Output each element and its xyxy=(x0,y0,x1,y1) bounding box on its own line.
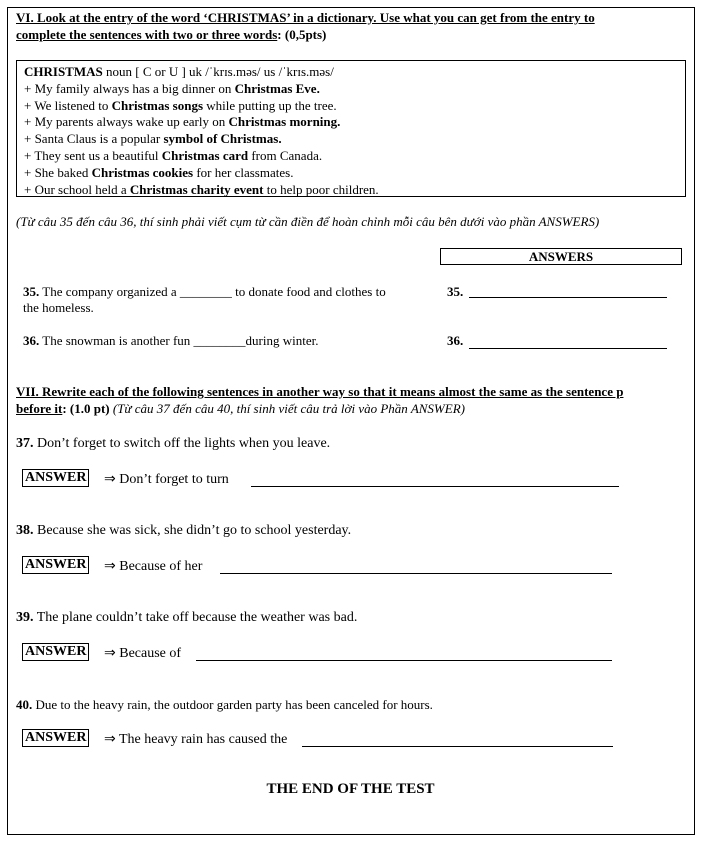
section7-instruction: (Từ câu 37 đến câu 40, thí sinh viết câu trả lời vào Phần ANSWER) xyxy=(109,401,465,416)
answer-label: ANSWER xyxy=(22,643,89,661)
answer-label: ANSWER xyxy=(22,469,89,487)
answer-36-line[interactable] xyxy=(469,348,667,349)
question-number: 35. xyxy=(23,284,40,299)
question-35 xyxy=(23,284,386,300)
section7-heading xyxy=(16,384,623,400)
answer-40-line[interactable] xyxy=(302,746,613,747)
entry-example xyxy=(24,165,678,182)
answer-38-line[interactable] xyxy=(220,573,612,574)
entry-example xyxy=(24,131,678,148)
question-38 xyxy=(16,523,351,539)
answer-prompt-39 xyxy=(104,645,181,662)
answer-label: ANSWER xyxy=(22,556,89,574)
question-text: Due to the heavy rain, the outdoor garden party has been canceled for hours. xyxy=(32,697,433,712)
question-text: Don’t forget to switch off the lights when you leave. xyxy=(33,436,331,451)
question-text: Because she was sick, she didn’t go to school yesterday. xyxy=(33,523,352,538)
entry-example xyxy=(24,182,678,199)
example-text: + They sent us a beautiful xyxy=(24,147,162,163)
section6-instruction: (Từ câu 35 đến câu 36, thí sinh phải viết cụm từ cần điền để hoàn chỉnh mỗi câu bên dưới vào phần ANSWERS) xyxy=(16,214,600,229)
answer-35-line[interactable] xyxy=(469,297,667,298)
example-text: for her classmates. xyxy=(193,164,294,180)
question-36 xyxy=(23,333,318,349)
entry-pos-pron: noun [ C or U ] uk /ˈkrɪs.məs/ us /ˈkrɪs.məs/ xyxy=(102,64,334,79)
entry-example xyxy=(24,81,678,98)
entry-headword: CHRISTMAS xyxy=(24,64,103,79)
section7-heading-2 xyxy=(16,401,465,417)
answer-37-line[interactable] xyxy=(251,486,619,487)
question-number: 37. xyxy=(16,436,34,451)
answer-39-line[interactable] xyxy=(196,660,612,661)
section6-heading-line2: complete the sentences with two or three words xyxy=(16,27,278,42)
answer-prompt-38 xyxy=(104,558,202,575)
question-number: 40. xyxy=(16,697,33,712)
section6-points: : (0,5pts) xyxy=(277,27,327,42)
entry-example xyxy=(24,98,678,115)
arrow-icon: ⇒ xyxy=(104,646,116,661)
entry-headline xyxy=(24,64,678,81)
prompt-text: Don’t forget to turn xyxy=(119,472,229,487)
question-text: The plane couldn’t take off because the weather was bad. xyxy=(33,610,358,625)
example-text: + My family always has a big dinner on xyxy=(24,80,235,96)
question-text: The company organized a ________ to donate food and clothes to xyxy=(39,284,386,299)
section7-heading-line1: VII. Rewrite each of the following sentences in another way so that it means almost the same as the sentence p xyxy=(16,384,624,399)
answer-35-number: 35. xyxy=(447,284,464,299)
prompt-text: Because of xyxy=(119,646,182,661)
example-phrase: Christmas morning. xyxy=(228,114,341,130)
example-phrase: symbol of Christmas. xyxy=(163,131,282,147)
arrow-icon: ⇒ xyxy=(104,559,116,574)
question-39 xyxy=(16,610,357,626)
section7-heading-line2: before it xyxy=(16,401,63,416)
section6-heading-line1: VI. Look at the entry of the word ‘CHRISTMAS’ in a dictionary. Use what you can get from the entry to xyxy=(16,10,595,25)
question-number: 36. xyxy=(23,333,40,348)
example-phrase: Christmas cookies xyxy=(91,164,194,180)
question-40 xyxy=(16,697,433,713)
example-phrase: Christmas songs xyxy=(111,97,204,113)
prompt-text: The heavy rain has caused the xyxy=(118,732,288,747)
question-number: 38. xyxy=(16,523,34,538)
arrow-icon: ⇒ xyxy=(104,732,116,747)
question-35-cont: the homeless. xyxy=(23,300,94,315)
example-text: + We listened to xyxy=(24,97,112,113)
example-text: + Our school held a xyxy=(24,181,130,197)
answer-prompt-40 xyxy=(104,731,287,748)
example-text: from Canada. xyxy=(248,147,323,163)
example-phrase: Christmas Eve. xyxy=(234,80,320,96)
prompt-text: Because of her xyxy=(119,559,203,574)
answers-header: ANSWERS xyxy=(440,248,682,265)
example-text: + She baked xyxy=(24,164,92,180)
arrow-icon: ⇒ xyxy=(104,472,116,487)
dictionary-entry xyxy=(16,60,686,197)
question-text: The snowman is another fun ________during winter. xyxy=(39,333,319,348)
question-37 xyxy=(16,436,330,452)
example-phrase: Christmas charity event xyxy=(129,181,264,197)
section6-heading xyxy=(16,10,595,26)
example-phrase: Christmas card xyxy=(161,147,249,163)
answer-prompt-37 xyxy=(104,471,229,488)
answer-label: ANSWER xyxy=(22,729,89,747)
entry-example xyxy=(24,148,678,165)
question-number: 39. xyxy=(16,610,34,625)
section6-heading-2 xyxy=(16,27,326,43)
entry-example xyxy=(24,114,678,131)
answer-36-number: 36. xyxy=(447,333,464,348)
example-text: + My parents always wake up early on xyxy=(24,114,229,130)
end-of-test: THE END OF THE TEST xyxy=(266,781,435,797)
section7-points: : (1.0 pt) xyxy=(62,401,110,416)
example-text: + Santa Claus is a popular xyxy=(24,131,164,147)
example-text: while putting up the tree. xyxy=(203,97,337,113)
example-text: to help poor children. xyxy=(263,181,379,197)
